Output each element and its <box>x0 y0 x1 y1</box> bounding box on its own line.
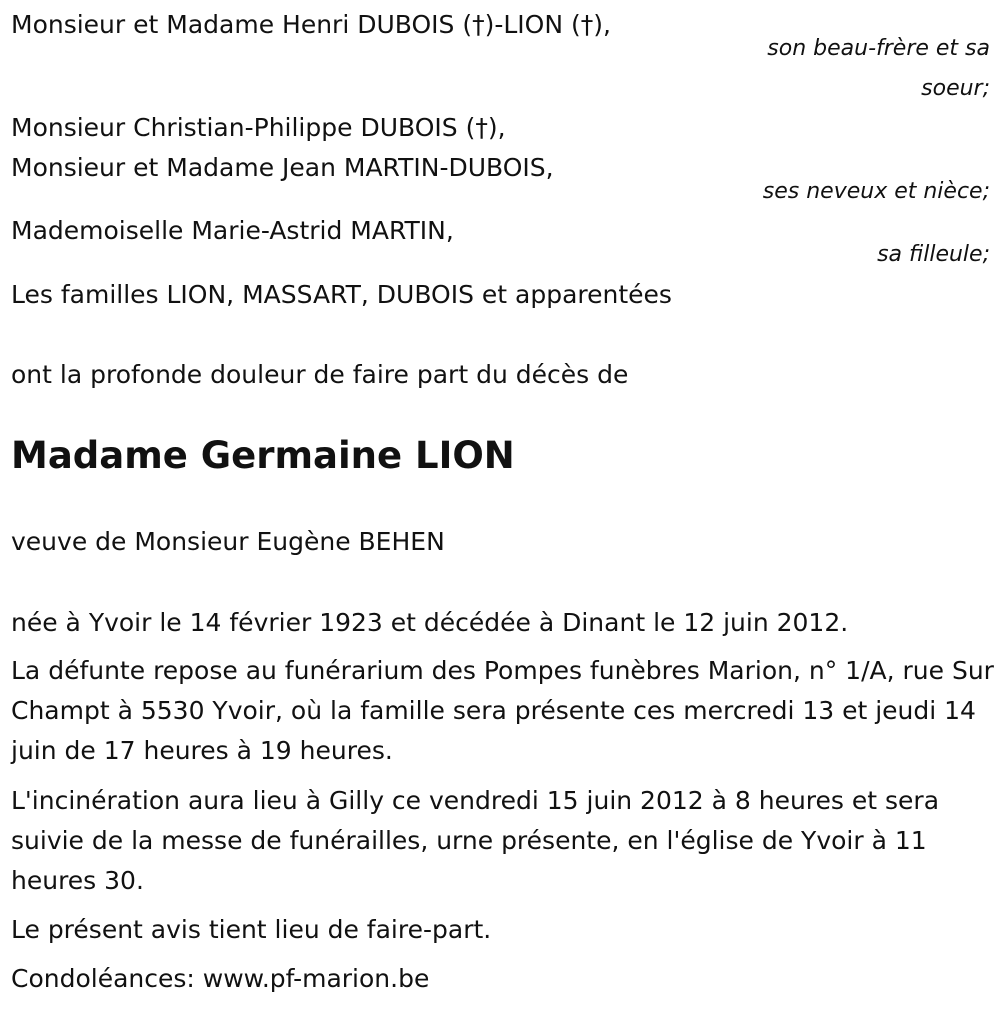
funerarium-paragraph: La défunte repose au funérarium des Pompes funèbres Marion, n° 1/A, rue Sur Champt à 5530 Yvoir, où la famille sera présente ces mercredi 13 et jeudi 14 juin de 17 heures à 19 heures. <box>11 656 994 765</box>
incineration-paragraph: L'incinération aura lieu à Gilly ce vendredi 15 juin 2012 à 8 heures et sera suivie de la messe de funérailles, urne présente, en l'église de Yvoir à 11 heures 30. <box>11 786 940 895</box>
role-neveux: ses neveux et nièce; <box>762 179 990 204</box>
family-line-martin-dubois: Monsieur et Madame Jean MARTIN-DUBOIS, <box>11 153 554 182</box>
condolences-text: Condoléances: www.pf-marion.be <box>11 964 430 993</box>
widow-of-text: veuve de Monsieur Eugène BEHEN <box>11 527 445 556</box>
role-beau-frere-line2: soeur; <box>921 76 990 101</box>
role-filleule: sa filleule; <box>877 242 990 267</box>
notice-text: Le présent avis tient lieu de faire-part. <box>11 915 492 944</box>
family-line-marie-astrid: Mademoiselle Marie-Astrid MARTIN, <box>11 216 454 245</box>
birth-death-text: née à Yvoir le 14 février 1923 et décédée à Dinant le 12 juin 2012. <box>11 608 849 637</box>
announcement-text: ont la profonde douleur de faire part du décès de <box>11 360 629 389</box>
deceased-name: Madame Germaine LION <box>11 434 515 477</box>
family-line-christian-philippe: Monsieur Christian-Philippe DUBOIS (†), <box>11 113 506 142</box>
family-line-dubois-lion: Monsieur et Madame Henri DUBOIS (†)-LION (†), <box>11 10 611 39</box>
family-line-familles: Les familles LION, MASSART, DUBOIS et apparentées <box>11 280 672 309</box>
role-beau-frere-line1: son beau-frère et sa <box>767 36 990 61</box>
